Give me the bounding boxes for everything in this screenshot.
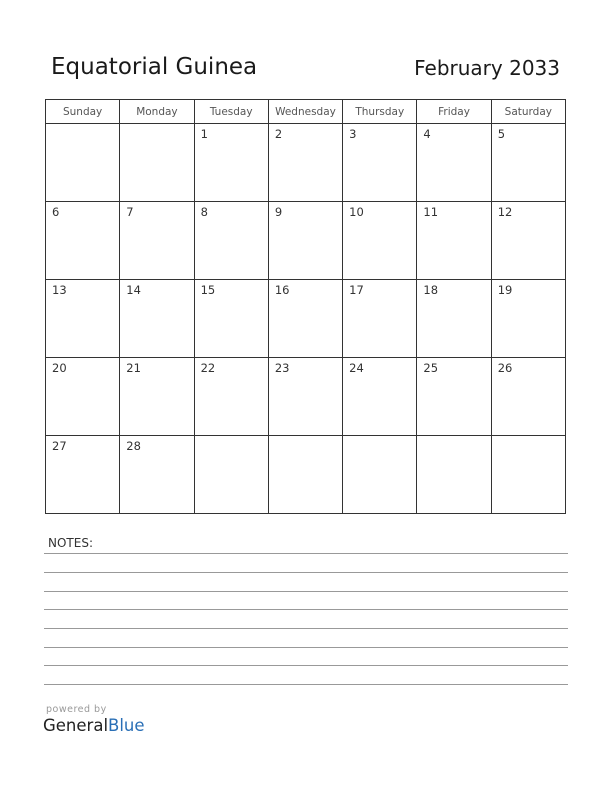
day-number: 14 xyxy=(126,283,141,297)
day-cell xyxy=(46,436,120,514)
weekday-tuesday: Tuesday xyxy=(194,100,268,124)
day-number xyxy=(492,436,565,439)
day-cell xyxy=(491,124,565,202)
day-number: 27 xyxy=(52,439,67,453)
calendar-grid xyxy=(45,99,566,514)
note-line xyxy=(44,591,568,592)
day-number: 19 xyxy=(497,283,513,297)
day-cell xyxy=(417,280,491,358)
weekday-sunday: Sunday xyxy=(46,100,120,124)
day-cell xyxy=(194,280,268,358)
day-cell xyxy=(343,280,417,358)
day-cell xyxy=(417,202,491,280)
day-cell xyxy=(268,124,342,202)
day-number: 17 xyxy=(349,283,364,297)
day-number: 23 xyxy=(274,361,290,375)
weekday-monday: Monday xyxy=(120,100,194,124)
day-cell xyxy=(120,358,194,436)
day-number: 12 xyxy=(497,205,513,219)
day-number: 22 xyxy=(200,361,216,375)
note-line xyxy=(44,572,568,573)
note-line xyxy=(44,553,568,554)
weekday-saturday: Saturday xyxy=(491,100,565,124)
day-number: 16 xyxy=(274,283,290,297)
day-cell xyxy=(46,358,120,436)
powered-by-text: powered by xyxy=(46,704,107,715)
day-cell xyxy=(417,436,491,514)
day-cell xyxy=(491,202,565,280)
day-number: 5 xyxy=(497,127,506,141)
day-number xyxy=(269,436,342,439)
note-line xyxy=(44,665,568,666)
note-line xyxy=(44,647,568,648)
day-number: 28 xyxy=(126,439,141,453)
day-number: 9 xyxy=(274,205,283,219)
note-line xyxy=(44,628,568,629)
day-number: 18 xyxy=(423,283,439,297)
day-number: 6 xyxy=(52,205,60,219)
day-number: 25 xyxy=(423,361,439,375)
day-number: 7 xyxy=(126,205,134,219)
day-number: 2 xyxy=(274,127,283,141)
day-cell xyxy=(194,202,268,280)
weekday-header-row xyxy=(46,100,566,124)
day-cell xyxy=(120,124,194,202)
weekday-friday: Friday xyxy=(417,100,491,124)
day-number: 13 xyxy=(52,283,67,297)
logo-blue-text: Blue xyxy=(108,716,145,735)
day-number: 21 xyxy=(126,361,141,375)
weekday-wednesday: Wednesday xyxy=(268,100,342,124)
day-number xyxy=(195,436,268,439)
day-cell xyxy=(194,358,268,436)
logo-general-text: General xyxy=(43,716,109,735)
week-row xyxy=(46,358,566,436)
day-cell xyxy=(268,436,342,514)
day-number: 1 xyxy=(200,127,208,141)
day-number: 24 xyxy=(349,361,364,375)
day-cell xyxy=(268,280,342,358)
day-number: 15 xyxy=(200,283,216,297)
day-number xyxy=(343,436,416,439)
generalblue-logo[interactable] xyxy=(43,716,145,735)
day-number: 26 xyxy=(497,361,513,375)
notes-label: NOTES: xyxy=(48,536,93,550)
day-number: 4 xyxy=(423,127,431,141)
week-row xyxy=(46,280,566,358)
day-cell xyxy=(491,436,565,514)
day-cell xyxy=(194,124,268,202)
day-cell xyxy=(120,436,194,514)
day-cell xyxy=(46,202,120,280)
day-cell xyxy=(46,280,120,358)
day-cell xyxy=(491,280,565,358)
day-cell xyxy=(417,124,491,202)
weekday-thursday: Thursday xyxy=(343,100,417,124)
day-number: 11 xyxy=(423,205,439,219)
month-title: February 2033 xyxy=(414,56,560,80)
day-cell xyxy=(343,436,417,514)
day-number: 8 xyxy=(200,205,208,219)
day-cell xyxy=(417,358,491,436)
country-title: Equatorial Guinea xyxy=(51,54,258,80)
day-cell xyxy=(343,124,417,202)
day-cell xyxy=(491,358,565,436)
week-row xyxy=(46,202,566,280)
day-cell xyxy=(343,358,417,436)
day-cell xyxy=(120,280,194,358)
day-cell xyxy=(120,202,194,280)
day-cell xyxy=(343,202,417,280)
week-row xyxy=(46,436,566,514)
week-row xyxy=(46,124,566,202)
day-number xyxy=(120,124,193,127)
day-cell xyxy=(268,358,342,436)
day-cell xyxy=(268,202,342,280)
note-line xyxy=(44,684,568,685)
note-line xyxy=(44,609,568,610)
day-number xyxy=(417,436,490,439)
day-number xyxy=(46,124,119,127)
day-number: 3 xyxy=(349,127,357,141)
day-cell xyxy=(46,124,120,202)
day-number: 10 xyxy=(349,205,364,219)
day-cell xyxy=(194,436,268,514)
day-number: 20 xyxy=(52,361,67,375)
